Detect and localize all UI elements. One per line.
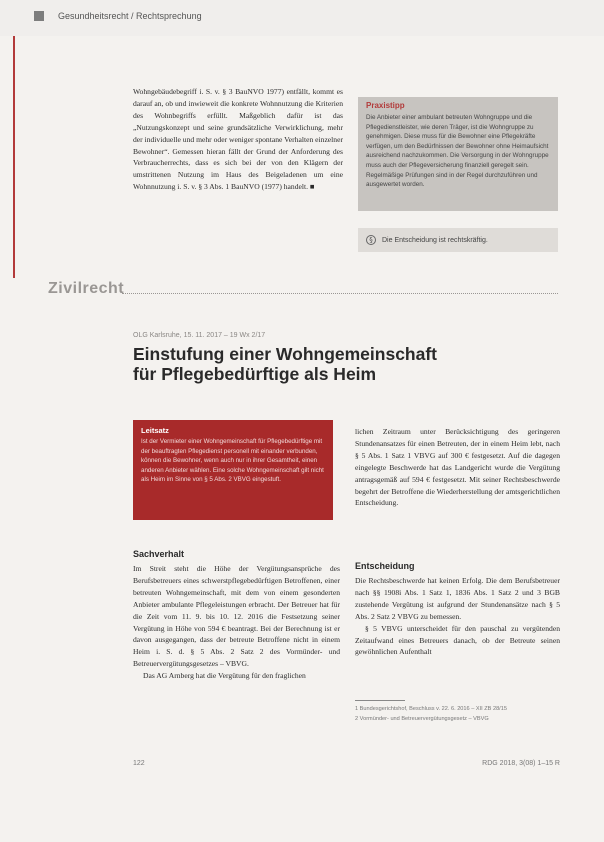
praxistipp-title: Praxistipp	[366, 101, 405, 110]
header-label: Gesundheitsrecht / Rechtsprechung	[58, 11, 202, 21]
sachverhalt-paragraph-2: Das AG Arnberg hat die Vergütung für den fraglichen	[143, 671, 306, 681]
footnote-2: 2 Vormünder- und Betreuervergütungsgesetz – VBVG	[355, 716, 489, 722]
sachverhalt-paragraph-1: Im Streit steht die Höhe der Vergütungsansprüche des Berufsbetreuers eines schwerstpflegebedürftigen Betroffenen, einer betreuten Wohngemeinschaft, mit dem von einem gesonderten Anbieter ambulante Pflegeleistungen erbracht. Der Betreuer hat für die Zeit vom 11. 9. bis 10. 12. 2016 die Festsetzung seiner Vergütung in Höhe von 594 € beantragt. Bei der Berechnung ist er davon ausgegangen, dass der betreute Betroffene nicht in einem Heim i. S. d. § 5 Abs. 2 Satz 2 des Vormünder- und Betreuervergütungsgesetzes – VBVG.	[133, 564, 340, 669]
header-square-icon	[34, 11, 44, 21]
sachverhalt-heading: Sachverhalt	[133, 549, 185, 559]
page-number: 122	[133, 760, 145, 767]
issue-reference: RDG 2018, 3(08) 1–15 R	[482, 760, 560, 767]
leitsatz-title: Leitsatz	[141, 426, 169, 435]
leitsatz-body: Ist der Vermieter einer Wohngemeinschaft für Pflegebedürftige mit der beauftragten Pflegedienst personell mit einander verbunden, können die Bewohner, wenn auch nur in ihrer Gesamtheit, einen anderen Anbieter wählen. Eine solche Wohngemeinschaft gilt nicht als Heim im Sinne von § 5 Abs. 2 VBVG eingestuft.	[141, 438, 324, 484]
praxistipp-body: Die Anbieter einer ambulant betreuten Wohngruppe und die Pflegedienstleister, wie deren Träger, ist die Wohngruppe zu genehmigen. Diese muss für die Bewohner eine Pflegekräfte verfügen, um den Bedürfnissen der Bewohner ohne Heimaufsicht ausreichend nachzukommen. Die Versorgung in der Wohngruppe muss auch der Pflegeversicherung finanziell geregelt sein. Regelmäßige Prüfungen sind in der Regel durchzuführen und ausgewertet worden.	[366, 114, 549, 189]
continued-column	[133, 86, 343, 193]
section-title: Zivilrecht	[48, 280, 125, 297]
decision-note-box	[358, 228, 558, 252]
sachverhalt-column	[133, 563, 340, 682]
leitsatz-box	[133, 420, 333, 520]
margin-accent-line	[13, 36, 15, 278]
right-top-paragraph: lichen Zeitraum unter Berücksichtigung des geringeren Stundenansatzes für einen Betreuten, der in einem Heim lebt, nach § 5 Abs. 1 Satz 1 VBVG auf 300 € festgesetzt. Auf die dagegen eingelegte Beschwerde hat das Landgericht wurde die Vergütung antragsgemäß auf 594 € festgesetzt. Mit seiner Rechtsbeschwerde begehrt der Betroffene die Wiederherstellung der amtsgerichtlichen Entscheidung.	[355, 427, 560, 508]
article-reference: OLG Karlsruhe, 15. 11. 2017 – 19 Wx 2/17	[133, 332, 266, 339]
page-header	[0, 0, 604, 36]
section-divider	[122, 293, 558, 294]
article-title-line-2: für Pflegebedürftige als Heim	[133, 364, 377, 384]
section-sign-icon: §	[366, 235, 376, 245]
entscheidung-paragraph-1: Die Rechtsbeschwerde hat keinen Erfolg. Die dem Berufsbetreuer nach §§ 1908i Abs. 1 Satz 1, 1836 Abs. 1 Satz 2 und 3 BGB zustehende Vergütung ist aufgrund der Stundenansätze nach § 5 Abs. 2 Satz 2 VBVG zu bemessen.	[355, 576, 560, 621]
entscheidung-column	[355, 575, 560, 658]
article-title	[133, 344, 463, 384]
praxistipp-box	[358, 97, 558, 211]
footnote-1: 1 Bundesgerichtshof, Beschluss v. 22. 6. 2016 – XII ZB 28/15	[355, 706, 507, 712]
continued-paragraph: Wohngebäudebegriff i. S. v. § 3 BauNVO 1977) entfällt, kommt es darauf an, ob und inwieweit die konkrete Wohnnutzung die Kriterien des Wohnbegriffs erfüllt. Maßgeblich dafür ist das „Nutzungskonzept und seine grundsätzliche Verwirklichung, mehr der individuelle und mehr oder weniger spontane Verhalten einzelner Bewohner“. Gemessen hieran fällt der Grund der Anforderung des Verbraucherrechts, dass es sich bei der von den Klägern der umstrittenen Nutzung im Haus des Beigeladenen um eine Wohnnutzung i. S. v. § 3 Abs. 1 BauNVO (1977) handelt. ■	[133, 87, 343, 192]
entscheidung-heading: Entscheidung	[355, 561, 415, 571]
decision-note-label: Die Entscheidung ist rechtskräftig.	[382, 236, 488, 244]
article-title-line-1: Einstufung einer Wohngemeinschaft	[133, 344, 438, 364]
entscheidung-paragraph-2: § 5 VBVG unterscheidet für den pauschal zu vergütenden Zeitaufwand eines Betreuers danach, ob der Betreute seinen gewöhnlichen Aufenthalt	[355, 623, 560, 657]
footnote-divider	[355, 700, 405, 701]
right-column-top	[355, 426, 560, 509]
